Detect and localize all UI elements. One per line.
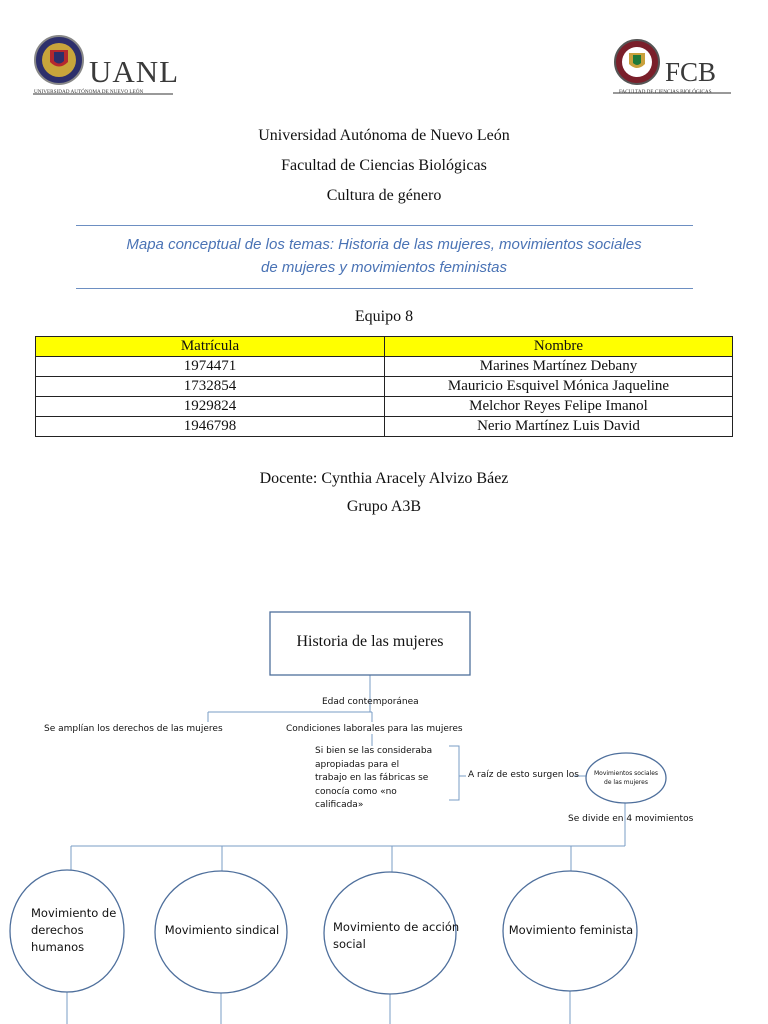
subtitle-line-1: Mapa conceptual de los temas: Historia de las mujeres, movimientos sociales bbox=[126, 236, 642, 253]
root-node-label: Historia de las mujeres bbox=[296, 633, 444, 650]
table-cell-nombre: Mauricio Esquivel Mónica Jaqueline bbox=[385, 377, 733, 397]
movement-3-label bbox=[333, 919, 459, 953]
uanl-logo-text: UANL bbox=[89, 54, 180, 89]
fcb-logo-text: FCB bbox=[665, 57, 717, 87]
movement-2-label: Movimiento sindical bbox=[164, 923, 280, 937]
table-cell-nombre: Nerio Martínez Luis David bbox=[385, 417, 733, 437]
table-cell-matricula: 1946798 bbox=[36, 417, 385, 437]
social-movements-label bbox=[586, 769, 666, 787]
table-header-row bbox=[36, 337, 733, 357]
social-movements-line-1: Movimientos sociales bbox=[593, 770, 659, 777]
table-row bbox=[36, 377, 733, 397]
note-line: conocía como «no bbox=[315, 786, 397, 797]
team-table bbox=[35, 336, 733, 437]
left-branch-label: Se amplían los derechos de las mujeres bbox=[44, 724, 223, 734]
table-row bbox=[36, 357, 733, 377]
course-name: Cultura de género bbox=[326, 187, 442, 204]
movement-1-line: Movimiento de bbox=[31, 906, 117, 920]
table-cell-nombre: Melchor Reyes Felipe Imanol bbox=[385, 397, 733, 417]
table-row bbox=[36, 417, 733, 437]
subtitle-bottom-rule bbox=[76, 288, 693, 289]
uanl-logo bbox=[33, 33, 180, 101]
note-line: apropiadas para el bbox=[315, 759, 400, 770]
era-label: Edad contemporánea bbox=[322, 697, 419, 707]
subtitle-top-rule bbox=[76, 225, 693, 226]
note-line: trabajo en las fábricas se bbox=[315, 773, 429, 783]
movement-1-label bbox=[31, 905, 116, 956]
uanl-logo-caption: UNIVERSIDAD AUTÓNOMA DE NUEVO LEÓN bbox=[34, 89, 144, 95]
table-row bbox=[36, 397, 733, 417]
column-header-matricula: Matrícula bbox=[36, 337, 385, 357]
fcb-logo bbox=[613, 36, 731, 100]
fcb-logo-caption: FACULTAD DE CIENCIAS BIOLÓGICAS bbox=[619, 89, 712, 95]
note-line: calificada» bbox=[315, 800, 364, 810]
team-label: Equipo 8 bbox=[354, 308, 414, 325]
teacher-name: Docente: Cynthia Aracely Alvizo Báez bbox=[259, 470, 509, 487]
faculty-name: Facultad de Ciencias Biológicas bbox=[281, 157, 487, 174]
note-text bbox=[315, 745, 432, 813]
movement-1-line: derechos bbox=[31, 923, 84, 937]
university-name: Universidad Autónoma de Nuevo León bbox=[258, 127, 510, 144]
arrow-label: A raíz de esto surgen los bbox=[468, 770, 579, 780]
table-cell-matricula: 1974471 bbox=[36, 357, 385, 377]
movement-3-line: Movimiento de acción bbox=[333, 920, 460, 934]
movement-1-line: humanos bbox=[31, 940, 85, 954]
divide-label: Se divide en 4 movimientos bbox=[568, 814, 694, 824]
note-bracket bbox=[449, 746, 459, 800]
column-header-nombre: Nombre bbox=[385, 337, 733, 357]
social-movements-line-2: de las mujeres bbox=[604, 779, 648, 786]
table-cell-matricula: 1929824 bbox=[36, 397, 385, 417]
note-line: Si bien se las consideraba bbox=[315, 746, 433, 756]
movement-3-line: social bbox=[333, 937, 366, 951]
subtitle-line-2: de mujeres y movimientos feministas bbox=[261, 259, 507, 276]
table-cell-nombre: Marines Martínez Debany bbox=[385, 357, 733, 377]
right-branch-label: Condiciones laborales para las mujeres bbox=[286, 724, 463, 734]
group-label: Grupo A3B bbox=[346, 498, 422, 515]
movement-4-label: Movimiento feminista bbox=[508, 923, 634, 937]
table-cell-matricula: 1732854 bbox=[36, 377, 385, 397]
